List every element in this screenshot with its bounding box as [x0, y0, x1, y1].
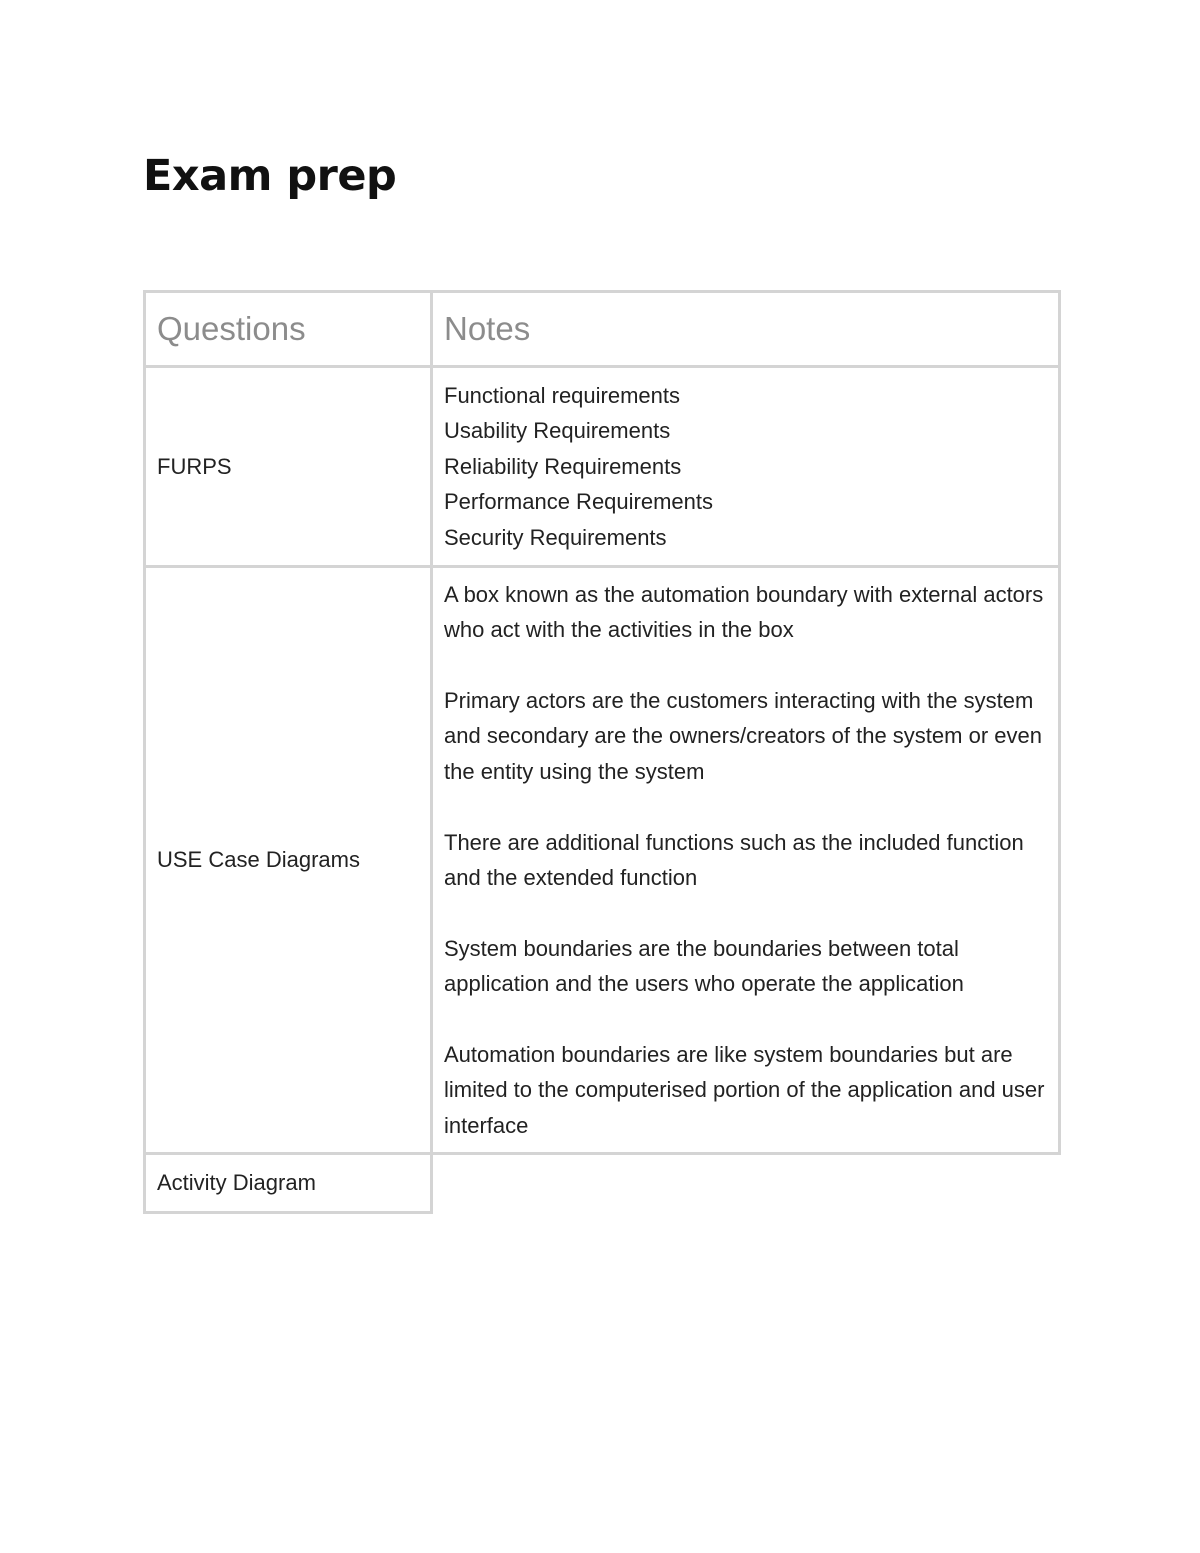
- note-paragraph: There are additional functions such as the included function and the extended function: [444, 829, 1024, 890]
- cornell-notes-table: [143, 290, 1061, 1214]
- notes-cell-furps: [432, 367, 1060, 567]
- question-cell-use-case-diagrams: USE Case Diagrams: [145, 567, 432, 1154]
- question-cell-furps: FURPS: [145, 367, 432, 567]
- notes-cell-activity-diagram: [432, 1154, 1060, 1213]
- page-title: Exam prep: [143, 151, 397, 201]
- question-cell-activity-diagram: Activity Diagram: [145, 1154, 432, 1213]
- table-header-row: [145, 292, 1060, 367]
- note-paragraph: Automation boundaries are like system boundaries but are limited to the computerised portion of the application and user interface: [444, 1042, 1045, 1138]
- notes-column-header: Notes: [432, 292, 1060, 367]
- table-row: [145, 1154, 1060, 1213]
- note-paragraph: A box known as the automation boundary with external actors who act with the activities in the box: [444, 581, 1044, 643]
- note-line: Functional requirements: [444, 382, 681, 408]
- note-paragraph: Primary actors are the customers interacting with the system and secondary are the owners/creators of the system or even the entity using the system: [444, 687, 1042, 784]
- table-row: [145, 367, 1060, 567]
- questions-column-header: Questions: [145, 292, 432, 367]
- note-line: Reliability Requirements: [444, 453, 682, 479]
- notes-cell-use-case-diagrams: [432, 567, 1060, 1154]
- note-line: Performance Requirements: [444, 489, 714, 515]
- note-paragraph: System boundaries are the boundaries between total application and the users who operate the application: [444, 935, 964, 997]
- note-line: Usability Requirements: [444, 418, 671, 444]
- note-line: Security Requirements: [444, 524, 667, 550]
- table-row: [145, 567, 1060, 1154]
